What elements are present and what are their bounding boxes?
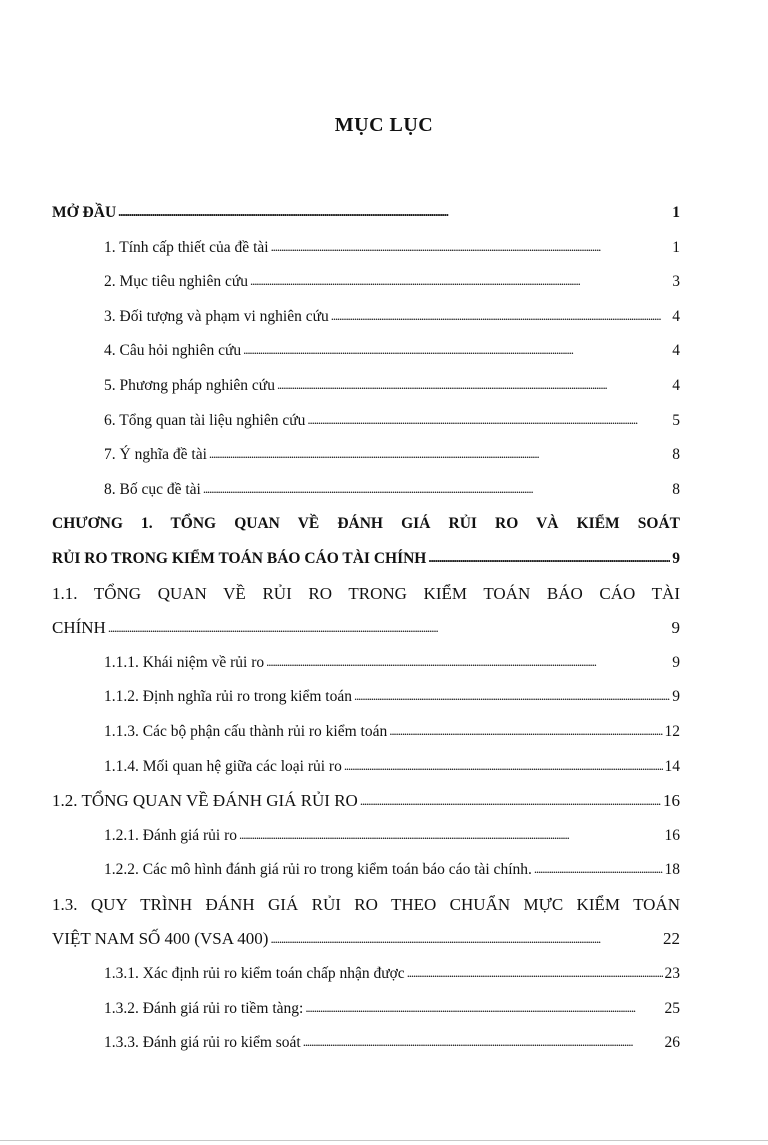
toc-entry-label: 2. Mục tiêu nghiên cứu [104, 273, 248, 291]
toc-entry-label: 1.3.1. Xác định rủi ro kiểm toán chấp nhận được [104, 965, 405, 983]
toc-page-number: 9 [672, 688, 680, 706]
page-bottom-edge [0, 1140, 768, 1141]
toc-dot-leader [271, 230, 671, 265]
toc-page-number: 4 [672, 307, 680, 325]
toc-entry-label: CHÍNH [52, 618, 106, 638]
toc-dot-leader [209, 437, 670, 472]
toc-entry-label: 1.1.4. Mối quan hệ giữa các loại rủi ro [104, 757, 342, 775]
toc-dot-leader [407, 956, 663, 991]
toc-entry-subsection[interactable] [52, 957, 680, 992]
toc-page-number: 16 [663, 791, 680, 811]
toc-entry-label: 1.2.1. Đánh giá rủi ro [104, 826, 238, 844]
toc-dot-leader [239, 818, 662, 853]
toc-entry-subsection[interactable] [52, 265, 680, 300]
toc-dot-leader [307, 403, 670, 438]
toc-entry-label: 1.2.2. Các mô hình đánh giá rủi ro trong kiểm toán báo cáo tài chính. [104, 861, 532, 879]
toc-entry-subsection[interactable] [52, 369, 680, 404]
toc-dot-leader [303, 1025, 663, 1060]
toc-entry-subsection[interactable] [52, 1026, 680, 1061]
toc-dot-leader [354, 679, 670, 714]
toc-entry-subsection[interactable] [52, 680, 680, 715]
toc-entry-subsection[interactable] [52, 438, 680, 473]
toc-dot-leader [305, 991, 662, 1026]
toc-dot-leader [428, 541, 670, 576]
toc-dot-leader [360, 783, 661, 819]
toc-page-number: 22 [663, 929, 680, 949]
toc-entry-subsection[interactable] [52, 300, 680, 335]
toc-section-heading[interactable] [52, 888, 680, 957]
toc-page-number: 25 [664, 999, 680, 1017]
toc-page-number: 4 [672, 342, 680, 360]
toc-heading-first-line: CHƯƠNG 1. TỔNG QUAN VỀ ĐÁNH GIÁ RỦI RO VÀ KIỂM SOÁT [52, 515, 680, 533]
toc-entry-label: VIỆT NAM SỐ 400 (VSA 400) [52, 929, 269, 949]
toc-entry-subsection[interactable] [52, 715, 680, 750]
toc-entry-label: 5. Phương pháp nghiên cứu [104, 376, 275, 394]
toc-entry-label: 8. Bố cục đề tài [104, 480, 201, 498]
toc-entry-section[interactable] [52, 784, 680, 819]
toc-page-number: 9 [672, 549, 680, 567]
toc-entry-subsection[interactable] [52, 750, 680, 785]
toc-entry-label: 4. Câu hỏi nghiên cứu [104, 342, 242, 360]
toc-page-number: 26 [664, 1034, 680, 1052]
toc-page-number: 1 [672, 204, 680, 221]
toc-dot-leader [344, 749, 663, 784]
toc-page-number: 5 [672, 411, 680, 429]
toc-dot-leader [243, 333, 670, 368]
toc-dot-leader [534, 852, 663, 887]
toc-entry-heading[interactable] [52, 196, 680, 231]
toc-entry-subsection[interactable] [52, 853, 680, 888]
toc-entry-label: 1.1.1. Khái niệm về rủi ro [104, 653, 265, 671]
toc-entry-label: 1.1.2. Định nghĩa rủi ro trong kiểm toán [104, 688, 352, 706]
toc-entry-label: MỞ ĐẦU [52, 204, 117, 221]
toc-entry-heading-last-line[interactable] [52, 611, 680, 646]
toc-dot-leader [203, 472, 670, 507]
toc-entry-subsection[interactable] [52, 473, 680, 508]
toc-entry-label: 1. Tính cấp thiết của đề tài [104, 238, 269, 256]
toc-page-number: 8 [672, 446, 680, 464]
toc-entry-label: 6. Tổng quan tài liệu nghiên cứu [104, 411, 306, 429]
toc-page-number: 8 [672, 480, 680, 498]
toc-section-heading[interactable] [52, 577, 680, 646]
toc-dot-leader [389, 714, 662, 749]
toc-dot-leader [270, 921, 661, 957]
toc-chapter-heading[interactable] [52, 507, 680, 576]
toc-entry-subsection[interactable] [52, 646, 680, 681]
toc-page-number: 12 [664, 722, 680, 740]
toc-entry-subsection[interactable] [52, 992, 680, 1027]
toc-entry-label: 1.2. TỔNG QUAN VỀ ĐÁNH GIÁ RỦI RO [52, 791, 358, 811]
toc-entry-label: 1.3.2. Đánh giá rủi ro tiềm tàng: [104, 999, 304, 1017]
toc-entry-heading-last-line[interactable] [52, 542, 680, 577]
toc-page-number: 9 [671, 618, 680, 638]
toc-entry-subsection[interactable] [52, 819, 680, 854]
toc-entry-label: 3. Đối tượng và phạm vi nghiên cứu [104, 307, 329, 325]
toc-heading-first-line: 1.1. TỔNG QUAN VỀ RỦI RO TRONG KIỂM TOÁN BÁO CÁO TÀI [52, 583, 680, 603]
toc-entry-label: 7. Ý nghĩa đề tài [104, 446, 207, 464]
toc-dot-leader [331, 299, 671, 334]
toc-page-number: 23 [664, 965, 680, 983]
toc-entry-heading-last-line[interactable] [52, 922, 680, 957]
toc-page-number: 4 [672, 376, 680, 394]
toc-dot-leader [277, 368, 670, 403]
toc-entry-subsection[interactable] [52, 404, 680, 439]
toc-entry-label: 1.1.3. Các bộ phận cấu thành rủi ro kiểm toán [104, 722, 388, 740]
page-title: MỤC LỤC [334, 114, 434, 136]
toc-entry-label: RỦI RO TRONG KIỂM TOÁN BÁO CÁO TÀI CHÍNH [52, 549, 427, 567]
toc-entry-label: 1.3.3. Đánh giá rủi ro kiểm soát [104, 1034, 301, 1052]
table-of-contents [52, 196, 680, 1061]
toc-page-number: 3 [672, 273, 680, 291]
toc-page-number: 1 [672, 238, 680, 256]
toc-entry-subsection[interactable] [52, 334, 680, 369]
toc-heading-first-line: 1.3. QUY TRÌNH ĐÁNH GIÁ RỦI RO THEO CHUẨN MỰC KIỂM TOÁN [52, 894, 680, 914]
toc-page-number: 9 [672, 653, 680, 671]
toc-dot-leader [266, 645, 670, 680]
toc-page-number: 18 [664, 861, 680, 879]
toc-dot-leader [250, 264, 670, 299]
toc-page-number: 14 [664, 757, 680, 775]
toc-page-number: 16 [664, 826, 680, 844]
toc-dot-leader [108, 610, 670, 646]
toc-dot-leader [118, 195, 670, 230]
toc-entry-subsection[interactable] [52, 231, 680, 266]
